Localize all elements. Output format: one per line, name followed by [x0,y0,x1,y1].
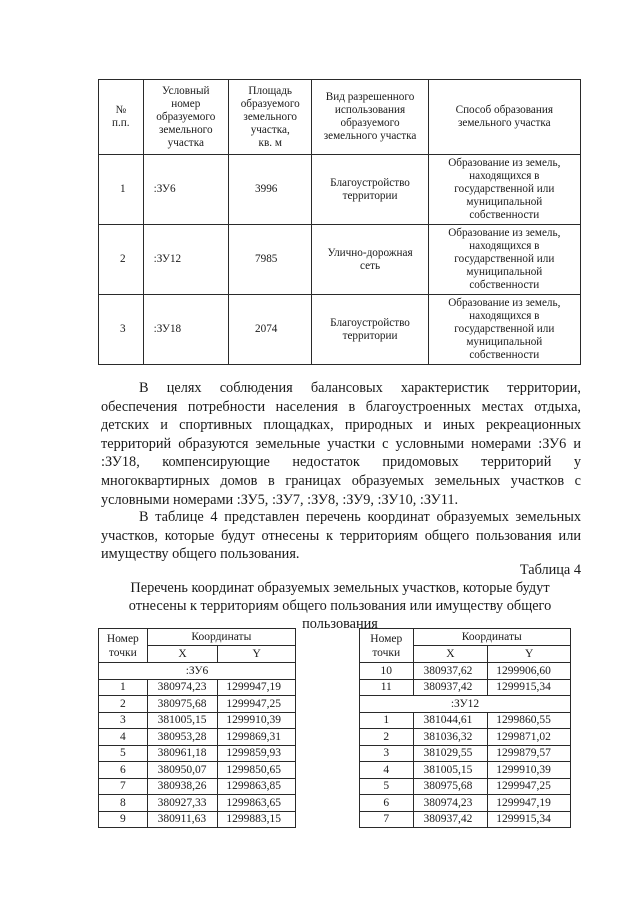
coord-point-number: 11 [360,679,414,696]
coord-point-number: 5 [99,745,148,762]
cell-permitted-use: Благоустройство территории [312,155,428,225]
coord-y-value: 1299915,34 [488,811,571,828]
coord-x-value: 381036,32 [413,729,488,746]
coord-row [360,712,571,729]
land-plots-table [98,79,581,365]
cell-number: 2 [99,225,144,295]
coord-x-value: 380974,23 [147,679,218,696]
coord-point-number: 1 [99,679,148,696]
coord-header-point: Номер точки [99,629,148,663]
paragraph-line: :ЗУ18, компенсирующие недостаток придомовых территорий у [101,454,581,471]
coord-y-value: 1299910,39 [488,762,571,779]
paragraph-line: участков, которые будут отнесены к территориям общего пользования или [101,527,581,544]
coord-x-value: 380927,33 [147,795,218,812]
coord-x-value: 380937,62 [413,663,488,680]
coord-y-value: 1299869,31 [218,729,296,746]
coord-point-number: 7 [360,811,414,828]
header-number: № п.п. [99,80,144,155]
paragraph-line: многоквартирных домов в границах образуемых земельных участков с [101,472,581,489]
cell-area: 3996 [229,155,312,225]
coord-y-value: 1299906,60 [488,663,571,680]
coordinates-table-right [359,628,571,828]
coord-point-number: 3 [99,712,148,729]
coord-row [99,745,296,762]
cell-area: 7985 [229,225,312,295]
cell-permitted-use: Улично-дорожная сеть [312,225,428,295]
coord-header-y: Y [218,646,296,663]
coord-group-label: :ЗУ12 [360,696,571,713]
coord-row [99,762,296,779]
cell-number: 3 [99,295,144,365]
cell-number: 1 [99,155,144,225]
coord-x-value: 381044,61 [413,712,488,729]
coord-x-value: 381029,55 [413,745,488,762]
coord-header-row [360,629,571,646]
coord-header-x: X [147,646,218,663]
coord-x-value: 380961,18 [147,745,218,762]
coord-group-row [99,663,296,680]
coord-row [360,679,571,696]
coord-point-number: 5 [360,778,414,795]
paragraph-table-intro [101,508,581,564]
coord-group-row [360,696,571,713]
coord-point-number: 2 [360,729,414,746]
coord-point-number: 3 [360,745,414,762]
coord-row [99,811,296,828]
coord-x-value: 380937,42 [413,679,488,696]
coord-y-value: 1299915,34 [488,679,571,696]
coord-y-value: 1299863,65 [218,795,296,812]
table-caption: Перечень координат образуемых земельных участков, которые будут отнесены к территориям общего пользования или имуществу общего пользования [128,580,552,632]
coord-row [99,778,296,795]
coord-x-value: 380950,07 [147,762,218,779]
coord-x-value: 381005,15 [147,712,218,729]
coord-row [99,795,296,812]
header-area: Площадь образуемого земельного участка, кв. м [229,80,312,155]
coord-x-value: 380974,23 [413,795,488,812]
coord-point-number: 2 [99,696,148,713]
coord-x-value: 380937,42 [413,811,488,828]
coord-row [99,679,296,696]
paragraph-line: детских и спортивных площадках, природных и иных рекреационных [101,417,581,434]
paragraph-balance [101,379,581,509]
coord-point-number: 6 [360,795,414,812]
paragraph-line: условными номерами :ЗУ5, :ЗУ7, :ЗУ8, :ЗУ9, :ЗУ10, :ЗУ11. [101,491,459,508]
cell-plot-code: :ЗУ18 [143,295,228,365]
coord-header-point: Номер точки [360,629,414,663]
coord-point-number: 6 [99,762,148,779]
table-header-row [99,80,581,155]
header-permitted-use: Вид разрешенного использования образуемого земельного участка [312,80,428,155]
coord-y-value: 1299947,25 [218,696,296,713]
coord-x-value: 380975,68 [413,778,488,795]
coord-x-value: 380953,28 [147,729,218,746]
paragraph-line: В целях соблюдения балансовых характеристик территории, [139,380,581,396]
paragraph-line: территорий образуются земельные участки с условными номерами :ЗУ6 и [101,435,581,452]
coord-y-value: 1299871,02 [488,729,571,746]
paragraph-line: В таблице 4 представлен перечень координат образуемых земельных [139,509,581,525]
coord-y-value: 1299879,57 [488,745,571,762]
coord-x-value: 380938,26 [147,778,218,795]
table-row [99,295,581,365]
coord-y-value: 1299863,85 [218,778,296,795]
cell-permitted-use: Благоустройство территории [312,295,428,365]
coord-x-value: 381005,15 [413,762,488,779]
coord-y-value: 1299947,19 [218,679,296,696]
coord-y-value: 1299947,25 [488,778,571,795]
coord-y-value: 1299850,65 [218,762,296,779]
coord-row [360,745,571,762]
cell-formation-method: Образование из земель, находящихся в государственной или муниципальной собственности [428,225,580,295]
coord-point-number: 10 [360,663,414,680]
coord-y-value: 1299883,15 [218,811,296,828]
coord-header-y: Y [488,646,571,663]
coord-row [360,811,571,828]
coord-y-value: 1299859,93 [218,745,296,762]
coord-row [360,729,571,746]
coord-row [360,762,571,779]
coord-row [99,729,296,746]
coord-point-number: 7 [99,778,148,795]
header-plot-code: Условный номер образуемого земельного участка [143,80,228,155]
table-row [99,225,581,295]
coord-y-value: 1299910,39 [218,712,296,729]
coord-point-number: 4 [360,762,414,779]
coord-row [99,712,296,729]
coord-y-value: 1299947,19 [488,795,571,812]
coord-x-value: 380911,63 [147,811,218,828]
cell-plot-code: :ЗУ6 [143,155,228,225]
cell-area: 2074 [229,295,312,365]
cell-formation-method: Образование из земель, находящихся в государственной или муниципальной собственности [428,155,580,225]
coord-header-x: X [413,646,488,663]
coord-row [360,778,571,795]
coord-point-number: 9 [99,811,148,828]
coord-y-value: 1299860,55 [488,712,571,729]
header-formation-method: Способ образования земельного участка [428,80,580,155]
coordinates-table-left [98,628,296,828]
coord-row [360,795,571,812]
coord-header-coordinates: Координаты [147,629,295,646]
coord-point-number: 1 [360,712,414,729]
table-number-label: Таблица 4 [519,562,581,578]
table-row [99,155,581,225]
cell-formation-method: Образование из земель, находящихся в государственной или муниципальной собственности [428,295,580,365]
coord-row [99,696,296,713]
coord-header-coordinates: Координаты [413,629,571,646]
coord-header-row [99,629,296,646]
coord-group-label: :ЗУ6 [99,663,296,680]
paragraph-line: имуществу общего пользования. [101,546,300,563]
coord-point-number: 8 [99,795,148,812]
coord-row [360,663,571,680]
cell-plot-code: :ЗУ12 [143,225,228,295]
coord-point-number: 4 [99,729,148,746]
coord-x-value: 380975,68 [147,696,218,713]
paragraph-line: обеспечения потребности населения в благоустроенных местах отдыха, [101,398,581,415]
